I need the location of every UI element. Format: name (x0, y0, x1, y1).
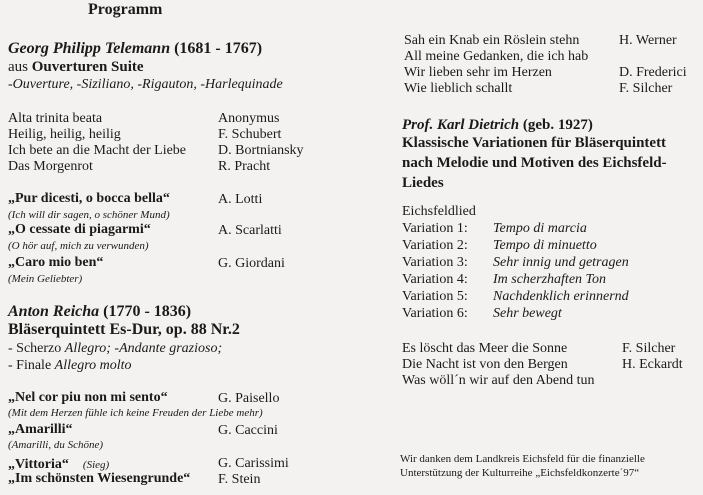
song-title: Heilig, heilig, heilig (8, 127, 121, 142)
composer-telemann: Georg Philipp Telemann (1681 - 1767) (8, 40, 263, 57)
song-composer: H. Werner (619, 33, 677, 48)
variation-tempo: Tempo di minuetto (493, 238, 597, 253)
aria-composer: G. Paisello (218, 391, 280, 406)
song-title: Das Morgenrot (8, 159, 93, 174)
aria-composer: G. Caccini (218, 423, 278, 438)
song-title: Die Nacht ist von den Bergen (402, 357, 568, 372)
song-title: Wir lieben sehr im Herzen (404, 65, 552, 80)
aria-title: „Im schönsten Wiesengrunde“ (8, 471, 191, 486)
aria-translation: (Amarilli, du Schöne) (8, 439, 104, 451)
telemann-work: aus Ouverturen Suite (8, 59, 144, 75)
song-title: Sah ein Knab ein Röslein stehn (404, 33, 580, 48)
song-composer: D. Bortniansky (218, 143, 304, 158)
song-composer: F. Schubert (218, 127, 282, 142)
aria-translation: (Mein Geliebter) (8, 273, 83, 285)
aria-composer: G. Carissimi (218, 456, 289, 471)
song-title: Ich bete an die Macht der Liebe (8, 143, 187, 158)
variation-label: Variation 4: (402, 272, 468, 287)
aria-title: „Caro mio ben“ (8, 255, 104, 270)
song-composer: Anonymus (218, 111, 280, 126)
composer-dietrich: Prof. Karl Dietrich (geb. 1927) (402, 117, 593, 133)
song-title: Es löscht das Meer die Sonne (402, 341, 568, 356)
aria-title: „Nel cor piu non mi sento“ (8, 390, 168, 405)
dietrich-work-line1: Klassische Variationen für Bläserquintett (402, 135, 667, 151)
dietrich-work-line3: Liedes (402, 175, 444, 191)
aria-translation: (O hör auf, mich zu verwunden) (8, 240, 149, 252)
song-title: Alta trinita beata (8, 111, 103, 126)
variation-label: Variation 3: (402, 255, 468, 270)
aria-translation: (Ich will dir sagen, o schöner Mund) (8, 209, 170, 221)
variation-tempo: Sehr bewegt (493, 306, 562, 321)
aria-row: „Vittoria“ (Sieg) (8, 457, 110, 472)
footer-acknowledgement-1: Wir danken dem Landkreis Eichsfeld für die finanzielle (400, 453, 645, 465)
variation-label: Variation 5: (402, 289, 468, 304)
aria-composer: A. Scarlatti (218, 223, 282, 238)
variation-tempo: Tempo di marcia (493, 221, 587, 236)
song-composer: H. Eckardt (622, 357, 683, 372)
telemann-movements: -Ouverture, -Siziliano, -Rigauton, -Harlequinade (8, 77, 283, 92)
footer-acknowledgement-2: Unterstützung der Kulturreihe „Eichsfeldkonzerte´97“ (400, 467, 640, 479)
song-title: Wie lieblich schallt (404, 81, 513, 96)
eichsfeldlied-label: Eichsfeldlied (402, 204, 476, 219)
song-composer: D. Frederici (619, 65, 687, 80)
song-title: Was wöll´n wir auf den Abend tun (402, 373, 595, 388)
aria-title: „O cessate di piagarmi“ (8, 222, 151, 237)
aria-composer: A. Lotti (218, 192, 263, 207)
aria-translation: (Mit dem Herzen fühle ich keine Freuden der Liebe mehr) (8, 407, 263, 419)
reicha-movements-1: - Scherzo Allegro; -Andante grazioso; (8, 341, 223, 356)
right-column (390, 0, 703, 495)
reicha-work: Bläserquintett Es-Dur, op. 88 Nr.2 (8, 321, 240, 338)
song-title: All meine Gedanken, die ich hab (404, 49, 589, 64)
dietrich-work-line2: nach Melodie und Motiven des Eichsfeld- (402, 155, 667, 171)
aria-title: „Pur dicesti, o bocca bella“ (8, 191, 170, 206)
program-title: Programm (88, 1, 163, 18)
song-composer: F. Silcher (622, 341, 676, 356)
song-composer: F. Silcher (619, 81, 673, 96)
variation-tempo: Im scherzhaften Ton (493, 272, 607, 287)
aria-composer: G. Giordani (218, 256, 285, 271)
variation-label: Variation 2: (402, 238, 468, 253)
variation-label: Variation 1: (402, 221, 468, 236)
reicha-movements-2: - Finale Allegro molto (8, 358, 132, 373)
variation-tempo: Sehr innig und getragen (493, 255, 629, 270)
song-composer: R. Pracht (218, 159, 271, 174)
aria-composer: F. Stein (218, 472, 261, 487)
variation-label: Variation 6: (402, 306, 468, 321)
variation-tempo: Nachdenklich erinnernd (493, 289, 629, 304)
aria-title: „Amarilli“ (8, 422, 73, 437)
composer-reicha: Anton Reicha (1770 - 1836) (8, 303, 192, 320)
